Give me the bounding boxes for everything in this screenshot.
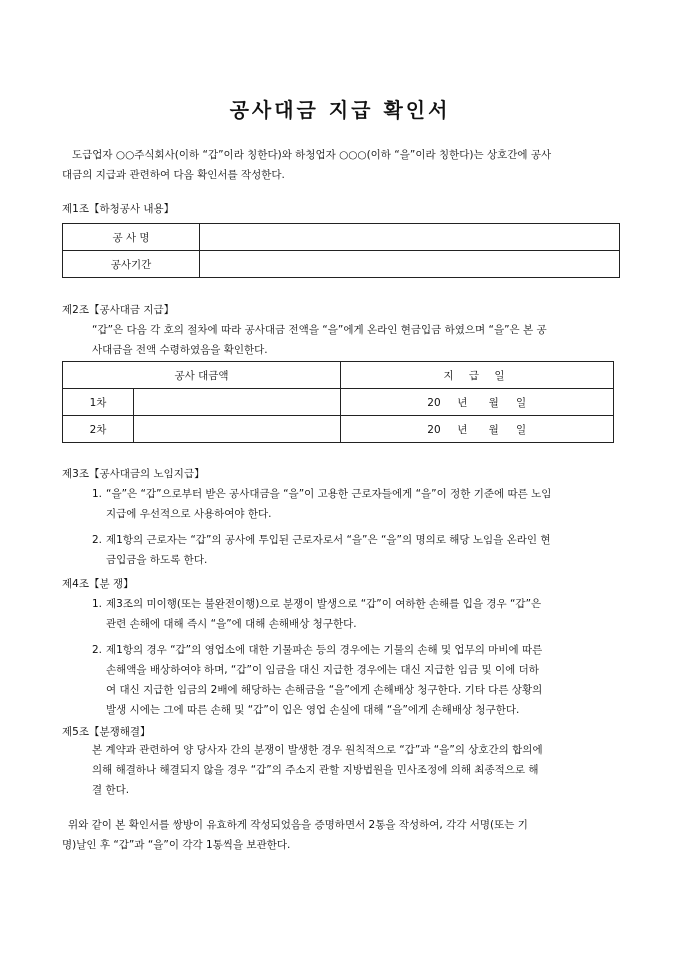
article2-line: 사대금을 전액 수령하였음을 확인한다.	[92, 344, 268, 356]
closing-paragraph	[62, 815, 622, 855]
item-line: 제1항의 경우 “갑”의 영업소에 대한 기물파손 등의 경우에는 기물의 손해 및 업무의 마비에 따른	[106, 644, 543, 656]
list-item	[92, 640, 622, 720]
article2-paragraph	[92, 320, 622, 360]
item-line: 제1항의 근로자는 “갑”의 공사에 투입된 근로자로서 “을”은 “을”의 명의로 해당 노임을 온라인 현	[106, 534, 551, 546]
table-header-row	[63, 362, 614, 389]
article5-line: 의해 해결하나 해결되지 않을 경우 “갑”의 주소지 관할 지방법원을 민사조정에 의해 최종적으로 해	[92, 764, 539, 776]
item-line: 지급에 우선적으로 사용하여야 한다.	[106, 508, 272, 520]
amount-header: 공사 대금액	[63, 362, 341, 389]
article3-list	[92, 484, 622, 576]
item-line: 발생 시에는 그에 따른 손해 및 “갑”이 입은 영업 손실에 대해 “을”에게 손해배상 청구한다.	[106, 704, 520, 716]
construction-name-field[interactable]	[200, 224, 620, 251]
closing-line: 위와 같이 본 확인서를 쌍방이 유효하게 작성되었음을 증명하면서 2통을 작성하여, 각각 서명(또는 기	[68, 819, 528, 831]
date-day-label: 일	[515, 423, 527, 436]
date-year-label: 년	[457, 423, 468, 436]
payment-date-field[interactable]	[341, 389, 614, 416]
article5-heading: 제5조【분쟁해결】	[62, 726, 151, 738]
item-number: 2.	[92, 534, 103, 546]
list-item	[92, 530, 622, 570]
table-row	[63, 251, 620, 278]
payment-table	[62, 361, 614, 443]
amount-field[interactable]	[134, 389, 341, 416]
table-label-cell: 공 사 명	[63, 224, 200, 251]
table-row	[63, 416, 614, 443]
intro-paragraph	[62, 145, 622, 185]
item-line: 손해액을 배상하여야 하며, “갑”이 임금을 대신 지급한 경우에는 대신 지급한 임금 및 이에 더하	[106, 664, 539, 676]
article5-line: 결 한다.	[92, 784, 130, 796]
date-year-label: 년	[457, 396, 468, 409]
date-year: 20	[427, 423, 441, 436]
table-row	[63, 224, 620, 251]
item-line: “을”은 “갑”으로부터 받은 공사대금을 “을”이 고용한 근로자들에게 “을”이 정한 기준에 따른 노임	[106, 488, 552, 500]
installment-number: 2차	[63, 416, 134, 443]
item-line: 관련 손해에 대해 즉시 “을”에 대해 손해배상 청구한다.	[106, 618, 357, 630]
table-label-cell: 공사기간	[63, 251, 200, 278]
item-number: 2.	[92, 644, 103, 656]
article2-line: “갑”은 다음 각 호의 절차에 따라 공사대금 전액을 “을”에게 온라인 현금입금 하였으며 “을”은 본 공	[92, 324, 547, 336]
date-year: 20	[427, 396, 441, 409]
article4-heading: 제4조【분 쟁】	[62, 578, 134, 590]
article2-heading: 제2조【공사대금 지급】	[62, 304, 175, 316]
list-item	[92, 594, 622, 634]
intro-line: 대금의 지급과 관련하여 다음 확인서를 작성한다.	[62, 169, 285, 181]
item-number: 1.	[92, 488, 103, 500]
closing-line: 명)날인 후 “갑”과 “을”이 각각 1통씩을 보관한다.	[62, 839, 291, 851]
item-line: 제3조의 미이행(또는 불완전이행)으로 분쟁이 발생으로 “갑”이 여하한 손해를 입을 경우 “갑”은	[106, 598, 542, 610]
table-row	[63, 389, 614, 416]
payment-date-field[interactable]	[341, 416, 614, 443]
date-month-label: 월	[488, 423, 499, 436]
item-line: 여 대신 지급한 임금의 2배에 해당하는 손해금을 “을”에게 손해배상 청구한다. 기타 다른 상황의	[106, 684, 543, 696]
article5-line: 본 계약과 관련하여 양 당사자 간의 분쟁이 발생한 경우 원칙적으로 “갑”과 “을”의 상호간의 합의에	[92, 744, 543, 756]
date-day-label: 일	[515, 396, 527, 409]
date-header: 지 급 일	[341, 362, 614, 389]
item-number: 1.	[92, 598, 103, 610]
construction-period-field[interactable]	[200, 251, 620, 278]
article5-paragraph	[92, 740, 622, 800]
article1-heading: 제1조【하청공사 내용】	[62, 203, 175, 215]
installment-number: 1차	[63, 389, 134, 416]
date-month-label: 월	[488, 396, 499, 409]
article3-heading: 제3조【공사대금의 노임지급】	[62, 468, 205, 480]
document-title: 공사대금 지급 확인서	[229, 98, 451, 122]
list-item	[92, 484, 622, 524]
article4-list	[92, 594, 622, 726]
article1-table	[62, 223, 620, 278]
item-line: 금입금을 하도록 한다.	[106, 554, 208, 566]
amount-field[interactable]	[134, 416, 341, 443]
intro-line: 도급업자 ○○주식회사(이하 “갑”이라 칭한다)와 하청업자 ○○○(이하 “을”이라 칭한다)는 상호간에 공사	[72, 149, 552, 161]
